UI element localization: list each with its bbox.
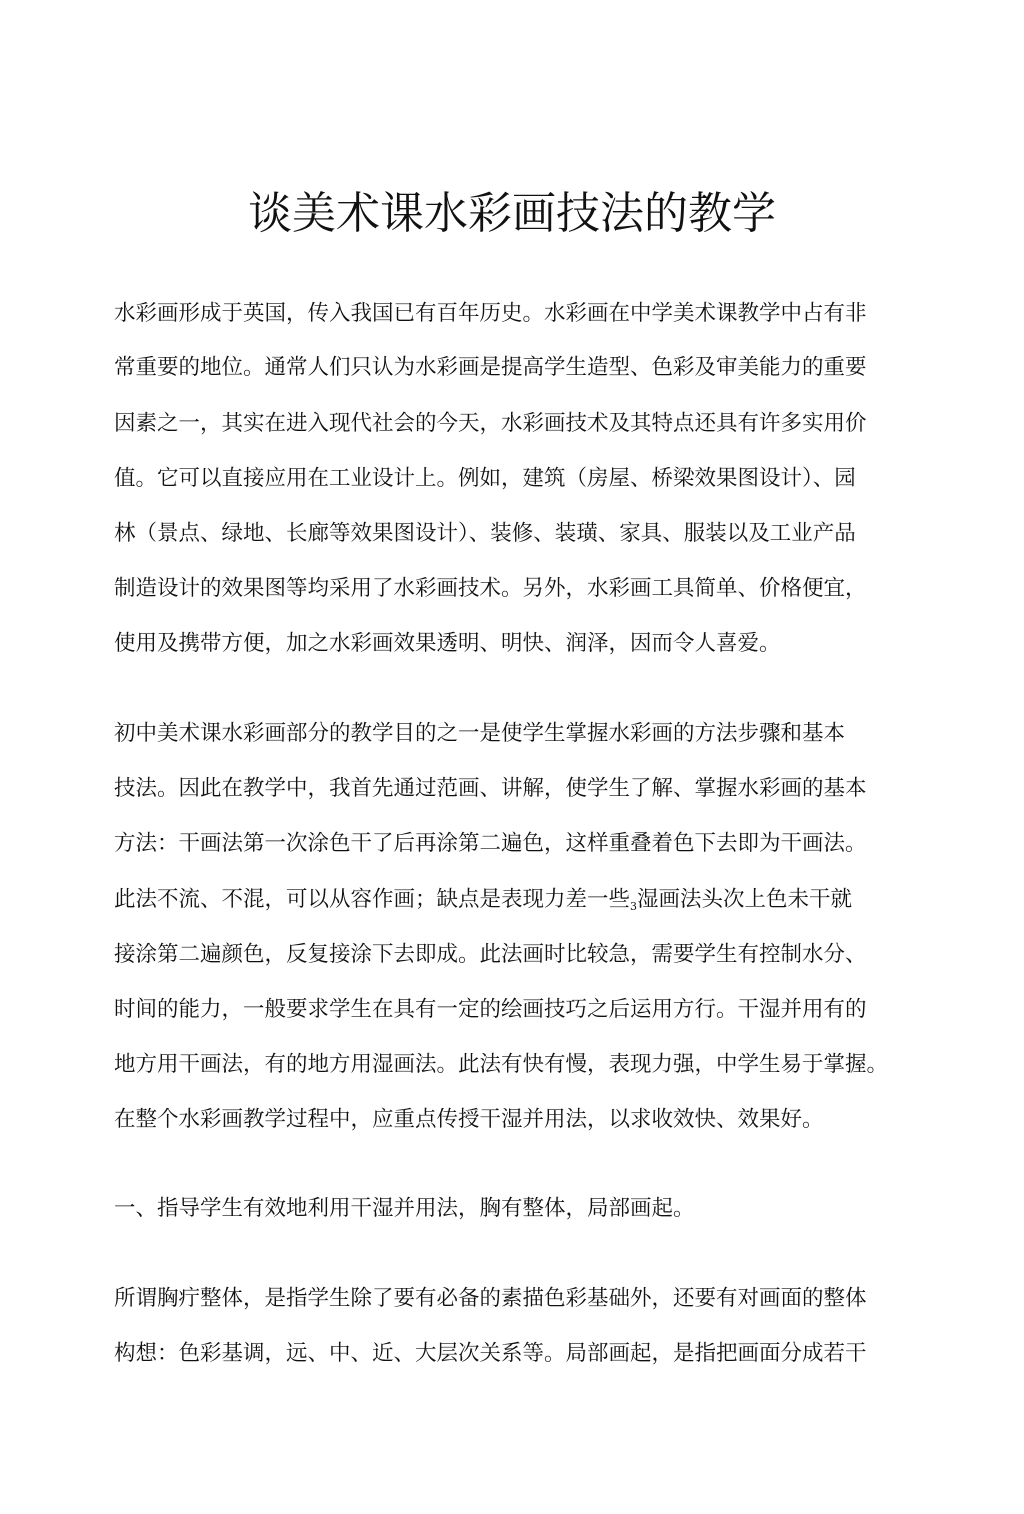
paragraph-line: 常重要的地位。通常人们只认为水彩画是提高学生造型、色彩及审美能力的重要 xyxy=(114,355,867,380)
paragraph-line: 在整个水彩画教学过程中，应重点传授干湿并用法，以求收效快、效果好。 xyxy=(114,1107,824,1132)
paragraph-line: 制造设计的效果图等均采用了水彩画技术。另外，水彩画工具简单、价格便宜， xyxy=(114,576,867,601)
paragraph-line xyxy=(114,885,852,922)
paragraph-line: 林（景点、绿地、长廊等效果图设计）、装修、装璜、家具、服装以及工业产品 xyxy=(114,521,856,546)
paragraph-line: 值。它可以直接应用在工业设计上。例如，建筑（房屋、桥梁效果图设计）、园 xyxy=(114,466,856,491)
paragraph-line: 时间的能力，一般要求学生在具有一定的绘画技巧之后运用方行。干湿并用有的 xyxy=(114,997,867,1022)
paragraph-line: 技法。因此在教学中，我首先通过范画、讲解，使学生了解、掌握水彩画的基本 xyxy=(114,776,867,801)
paragraph-line: 一、指导学生有效地利用干湿并用法，胸有整体，局部画起。 xyxy=(114,1196,695,1221)
paragraph-line: 地方用干画法，有的地方用湿画法。此法有快有慢，表现力强，中学生易于掌握。 xyxy=(114,1052,889,1077)
paragraph-line: 水彩画形成于英国，传入我国已有百年历史。水彩画在中学美术课教学中占有非 xyxy=(114,301,867,326)
paragraph-line: 初中美术课水彩画部分的教学目的之一是使学生掌握水彩画的方法步骤和基本 xyxy=(114,721,846,746)
paragraph-line: 所谓胸疔整体，是指学生除了要有必备的素描色彩基础外，还要有对画面的整体 xyxy=(114,1286,867,1311)
line-text: 湿画法头次上色未干就 xyxy=(637,887,853,912)
paragraph-line: 使用及携带方便，加之水彩画效果透明、明快、润泽，因而令人喜爱。 xyxy=(114,631,781,656)
paragraph-line: 接涂第二遍颜色，反复接涂下去即成。此法画时比较急，需要学生有控制水分、 xyxy=(114,942,867,967)
line-text: 此法不流、不混，可以从容作画；缺点是表现力差一些 xyxy=(114,887,631,912)
document-title: 谈美术课水彩画技法的教学 xyxy=(248,188,776,239)
paragraph-line: 构想：色彩基调，远、中、近、大层次关系等。局部画起，是指把画面分成若干 xyxy=(114,1341,867,1366)
subscript-mark: 3 xyxy=(630,900,638,913)
paragraph-line: 方法：干画法第一次涂色干了后再涂第二遍色，这样重叠着色下去即为干画法。 xyxy=(114,831,867,856)
paragraph-line: 因素之一，其实在进入现代社会的今天，水彩画技术及其特点还具有许多实用价 xyxy=(114,411,867,436)
